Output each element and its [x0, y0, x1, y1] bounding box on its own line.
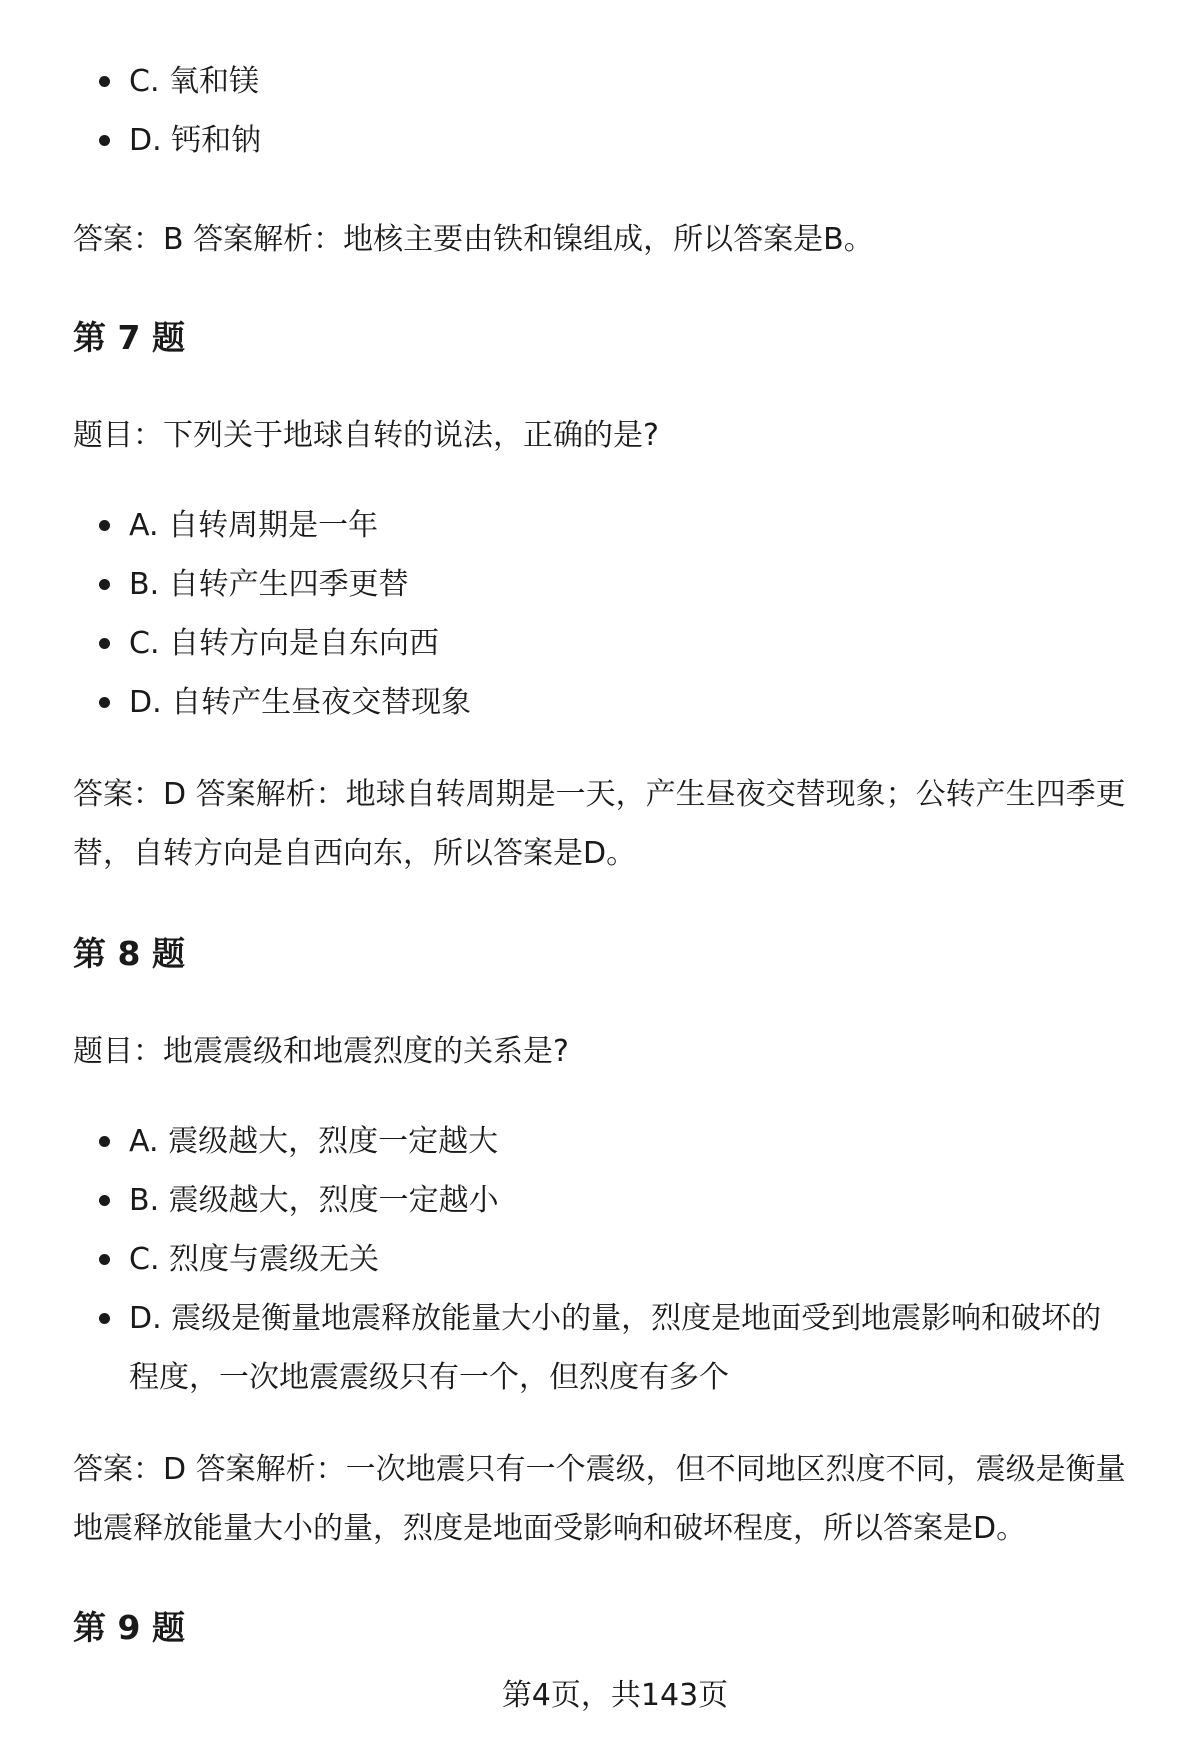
option-label: B. 自转产生四季更替: [129, 567, 409, 602]
list-item: [73, 614, 1129, 673]
bullet-icon: [99, 1254, 110, 1265]
bullet-icon: [99, 76, 110, 87]
bullet-icon: [99, 1313, 110, 1324]
option-label: D. 震级是衡量地震释放能量大小的量，烈度是地面受到地震影响和破坏的程度，一次地震震级只有一个，但烈度有多个: [129, 1301, 1102, 1395]
list-item: [73, 111, 1129, 170]
option-label: D. 钙和钠: [129, 123, 262, 158]
q6-answer: 答案：B 答案解析：地核主要由铁和镍组成，所以答案是B。: [73, 222, 874, 257]
bullet-icon: [99, 579, 110, 590]
bullet-icon: [99, 638, 110, 649]
list-item: [73, 1112, 1129, 1171]
q8-answer: 答案：D 答案解析：一次地震只有一个震级，但不同地区烈度不同，震级是衡量地震释放能量大小的量，烈度是地面受影响和破坏程度，所以答案是D。: [73, 1452, 1126, 1546]
bullet-icon: [99, 520, 110, 531]
option-label: D. 自转产生昼夜交替现象: [129, 685, 472, 720]
option-label: B. 震级越大，烈度一定越小: [129, 1183, 499, 1218]
q8-question: 题目：地震震级和地震烈度的关系是?: [73, 1034, 569, 1069]
option-label: A. 震级越大，烈度一定越大: [129, 1124, 499, 1159]
bullet-icon: [99, 697, 110, 708]
bullet-icon: [99, 1195, 110, 1206]
bullet-icon: [99, 1136, 110, 1147]
q7-heading: 第 7 题: [73, 318, 185, 357]
list-item: [73, 555, 1129, 614]
list-item: [73, 1230, 1129, 1289]
list-item: [73, 673, 1129, 732]
q9-heading: 第 9 题: [73, 1608, 185, 1647]
q7-answer: 答案：D 答案解析：地球自转周期是一天，产生昼夜交替现象；公转产生四季更替，自转方向是自西向东，所以答案是D。: [73, 777, 1126, 871]
option-label: A. 自转周期是一年: [129, 508, 379, 543]
q8-options-list: [73, 1112, 1129, 1407]
q7-question: 题目：下列关于地球自转的说法，正确的是?: [73, 418, 659, 453]
page-footer: 第4页，共143页: [501, 1678, 729, 1713]
q7-options-list: [73, 496, 1129, 732]
q8-heading: 第 8 题: [73, 934, 185, 973]
q6-options-list: [73, 52, 1129, 170]
option-label: C. 自转方向是自东向西: [129, 626, 440, 661]
option-label: C. 氧和镁: [129, 64, 260, 99]
option-label: C. 烈度与震级无关: [129, 1242, 380, 1277]
list-item: [73, 1289, 1129, 1407]
list-item: [73, 496, 1129, 555]
list-item: [73, 1171, 1129, 1230]
list-item: [73, 52, 1129, 111]
bullet-icon: [99, 135, 110, 146]
